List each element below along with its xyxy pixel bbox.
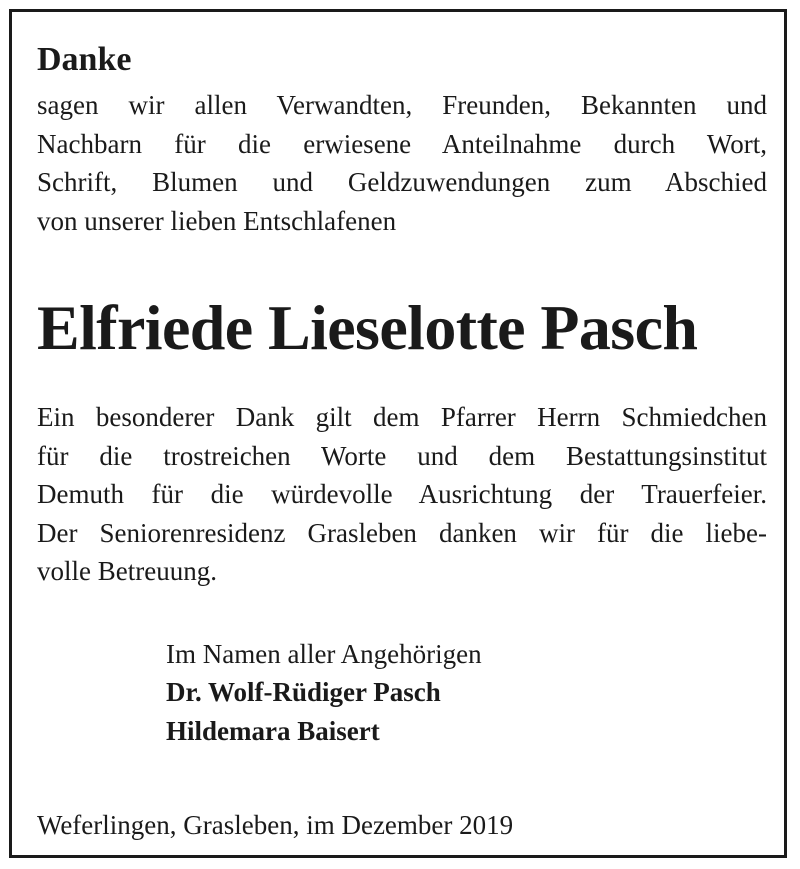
intro-line: Schrift, Blumen und Geldzuwendungen zum Abschied	[37, 167, 767, 197]
signoff-name: Dr. Wolf-Rüdiger Pasch	[166, 677, 441, 707]
thanks-paragraph	[37, 398, 767, 591]
thanks-line: Demuth für die würdevolle Ausrichtung der Trauerfeier.	[37, 479, 767, 509]
obituary-notice	[37, 34, 767, 844]
intro-line: Nachbarn für die erwiesene Anteilnahme durch Wort,	[37, 128, 767, 159]
thanks-line: Der Seniorenresidenz Grasleben danken wir für die liebe-	[37, 517, 767, 548]
intro-paragraph	[37, 86, 767, 240]
thanks-line: volle Betreuung.	[37, 556, 217, 586]
signoff-block	[166, 635, 767, 751]
signoff-intro: Im Namen aller Angehörigen	[166, 638, 482, 669]
intro-line: sagen wir allen Verwandten, Freunden, Bekannten und	[37, 90, 767, 120]
thanks-line: für die trostreichen Worte und dem Bestattungsinstitut	[37, 440, 767, 471]
thanks-line: Ein besonderer Dank gilt dem Pfarrer Herrn Schmiedchen	[37, 402, 767, 432]
intro-line: von unserer lieben Entschlafenen	[37, 205, 397, 236]
heading: Danke	[37, 41, 132, 78]
deceased-name: Elfriede Lieselotte Pasch	[37, 292, 698, 363]
place-date: Weferlingen, Grasleben, im Dezember 2019	[37, 810, 514, 840]
signoff-name: Hildemara Baisert	[166, 715, 380, 746]
